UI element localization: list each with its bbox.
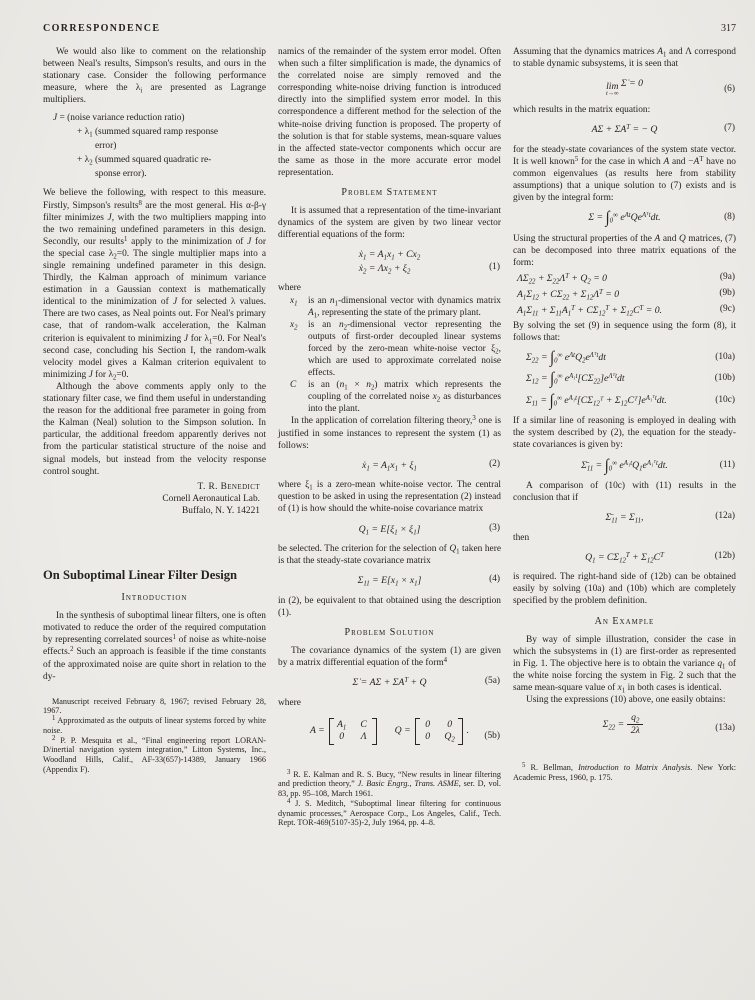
- definition-line: sponse error).: [95, 168, 147, 179]
- definition-term: C: [290, 380, 297, 391]
- equation: [278, 574, 501, 588]
- equation-body: $Q_1 = E[\xi_1 \times \xi_1]$: [358, 523, 421, 536]
- footnote: $^3$ R. E. Kalman and R. S. Bucy, “New results in linear filtering and prediction theory,” J. Basic Engrg., Trans. ASME, ser. D, vol. 83, pp. 95–108, March 1961.: [278, 768, 501, 799]
- spacer: [43, 683, 266, 697]
- article-title: On Suboptimal Linear Filter Design: [43, 567, 238, 582]
- equation-number: (9c): [719, 303, 735, 314]
- equation-number: (5a): [484, 676, 500, 687]
- paragraph: It is assumed that a representation of the time-invariant dynamics of the system are given by two linear vector differential equations of the form:: [278, 206, 501, 241]
- paragraph: By solving the set (9) in sequence using the form (8), it follows that:: [513, 320, 736, 343]
- equation-number: (12a): [715, 511, 735, 522]
- equation: [513, 511, 736, 525]
- section-heading: An Example: [594, 615, 655, 627]
- equation-body: $Q_1 = C\Sigma_{12}^T + \Sigma_{12}C^T$: [585, 551, 664, 565]
- equation-number: (1): [489, 261, 500, 272]
- paragraph: Using the structural properties of the A and Q matrices, (7) can be decomposed into three matrix equations of the form:: [513, 233, 736, 268]
- paragraph: If a similar line of reasoning is employed in dealing with the system described by (2), the equation for the steady-state covariances is given by:: [513, 416, 736, 451]
- equation-number: (4): [489, 574, 500, 585]
- definition-item: [278, 295, 501, 319]
- equation: [513, 348, 736, 367]
- equation-number: (5b): [484, 730, 500, 741]
- equation-body: $A_1\Sigma_{12} + C\Sigma_{22} + \Sigma_{12}\Lambda^T = 0$: [517, 288, 620, 301]
- equation: [513, 456, 736, 475]
- definition-text: is an $n_2$-dimensional vector representing the outputs of first-order decoupled linear systems forced by the zero-mean white-noise vector $\xi_2$, which are used to approximate correlated noise effects.: [308, 319, 501, 379]
- definition-line: error): [95, 141, 117, 152]
- section-heading: Problem Solution: [344, 626, 435, 638]
- equation-number: (13a): [715, 722, 735, 733]
- matrix-definition: A = $A_1$ C 0 Λ: [310, 718, 377, 745]
- equation: [513, 77, 736, 97]
- equation-body: $\Sigmā_{11} = \Sigma_{11}$,: [605, 512, 644, 525]
- paragraph: in (2), be equivalent to that obtained using the description (1).: [278, 595, 501, 618]
- equation: [513, 211, 736, 226]
- section-heading: Problem Statement: [341, 187, 438, 199]
- equation-number: (8): [724, 212, 735, 223]
- column-middle: [278, 46, 501, 828]
- display-definition: [53, 112, 266, 181]
- paragraph: We would also like to comment on the relationship between Neal's results, Simpson's results, and ours in the stationary case. Consider the following performance measure, where the $\lambda_i$ are presented as Lagrange multipliers.: [43, 47, 266, 106]
- footnote: Manuscript received February 8, 1967; revised February 28, 1967.: [43, 696, 266, 716]
- paragraph: where: [278, 283, 301, 294]
- definition-item: [278, 319, 501, 379]
- equation-number: (12b): [714, 550, 735, 561]
- footnote: $^4$ J. S. Meditch, “Suboptimal linear filtering for continuous dynamic processes,” Aerospace Corp., Los Angeles, Calif., Tech. Rept. TOR-469(5107-35)-2, July 1964, pp. 4–8.: [278, 797, 501, 828]
- paragraph: By way of simple illustration, consider the case in which the subsystems in (1) are first-order as represented in Fig. 1. The objective here is to obtain the variance $q_1$ of the white noise forcing the system in Fig. 2 such that the same mean-square value of $x_1$ in both cases is identical.: [513, 634, 736, 695]
- equation-number: (3): [489, 522, 500, 533]
- equation-body: $\Sigma_{11} = E[x_1 \times x_1]$: [357, 575, 422, 588]
- paragraph: The covariance dynamics of the system (1) are given by a matrix differential equation of the form$^4$: [278, 645, 501, 669]
- paragraph: Assuming that the dynamics matrices $A_1$ and Λ correspond to stable dynamic subsystems, it is seen that: [513, 47, 736, 70]
- equation-body: ẋ$_1$ = $A_1x_1 + Cx_2$ ẋ$_2$ = $\Lambda x_2 + \xi_2$: [358, 249, 421, 276]
- paragraph: In the synthesis of suboptimal linear filters, one is often motivated to reduce the order of the required computation by representing correlated sources$^1$ of noise as white-noise effects.$^2$ Such an approach is feasible if the time constants of the approximated noise are quite short in relation to the dy-: [43, 611, 266, 682]
- paragraph: namics of the remainder of the system error model. Often when such a filter simplification is made, the dynamics of the correlated noise are simply removed and the corresponding white-noise driving function is introduced directly into the simplified system error model. In this correspondence a different method for the selection of the white-noise driving function is proposed. The property of the solution is that for stable systems, mean-square values in the affected state-vector components which occur are the same as those in the more accurate error model representation.: [278, 47, 501, 178]
- equation-number: (10b): [714, 373, 735, 384]
- paragraph: Although the above comments apply only to the stationary filter case, we find them useful in understanding the reason for the additional free parameter in going from the Kalman (Neal) solution to the Simpson solution. In particular, the additional freedom apparently derives not from the particular statistical structure of the noise and signal models, but instead from the velocity response control sought.: [43, 381, 266, 477]
- paragraph: where: [278, 697, 301, 708]
- equation-number: (2): [489, 458, 500, 469]
- footnote: $^2$ P. P. Mesquita et al., “Final engineering report LORAN-D/inertial navigation system integration,” Litton Systems, Inc., Woodland Hills, Calif., AF-33(657)-14389, January 1966 (Appendix F).: [43, 734, 266, 774]
- paragraph: which results in the matrix equation:: [513, 105, 651, 116]
- definition-line: J = (noise variance reduction ratio): [53, 113, 185, 124]
- equation-body: $A\Sigma + \Sigma A^T$ = − Q: [591, 124, 658, 136]
- equation-body: $\Sigma_{12} = \int_0^\infty$ $e^{A_1t}[C\Sigma_{22}]e^{\Lambda ᵀt}dt$: [526, 370, 625, 389]
- definition-text: is an $(n_1 \times n_2)$ matrix which represents the coupling of the correlated noise $x_2$ as disturbances into the plant.: [308, 380, 501, 415]
- equation: [513, 272, 736, 286]
- footnote: $^5$ R. Bellman, Introduction to Matrix Analysis. New York: Academic Press, 1960, p. 175.: [513, 762, 737, 782]
- paragraph: then: [513, 532, 530, 543]
- matrix-definition: Q = 0 0 0 $Q_2$ .: [394, 718, 470, 744]
- equation-body: lim t→∞ Σ̇ = 0: [606, 78, 643, 98]
- equation-number: (10a): [715, 351, 735, 362]
- equation-body: Σ̇ = $A\Sigma + \Sigma A^T + Q$: [352, 676, 427, 689]
- definition-term: $x_2$: [290, 319, 298, 332]
- equation-number: (9b): [719, 287, 735, 298]
- paragraph: We believe the following, with respect to this measure. Firstly, Simpson's results$^8$ are the most general. His α-β-γ filter minimizes J, with the two multipliers mapping into the two remaining undefined parameters in this design. Secondly, our results$^1$ apply to the minimization of J for the special case $\lambda_2=0$. The single multiplier maps into a single remaining undefined parameter in this design. Thirdly, the Kalman approach of minimum variance estimation in a Gaussian context is mathematically identical to the minimization of J for selected λ values. There are two cases, as Neal points out. For Neal's primary case, that of random-walk acceleration, the Kalman criterion is equivalent to minimizing J for $\lambda_1=0$. For Neal's second case, concluding his Section I, the random-walk velocity model gives a Kalman criterion equivalent to minimizing J for $\lambda_2=0$.: [43, 188, 267, 382]
- equation: [278, 248, 501, 275]
- column-left: [43, 46, 266, 828]
- spacer: [278, 754, 501, 770]
- equation-body: ẋ$_1$ = $A_1x_1 + \xi_1$: [362, 459, 417, 473]
- definition-term: $x_1$: [290, 295, 298, 307]
- equation-number: (10c): [715, 394, 735, 405]
- definition-line: + $\lambda_2$ (summed squared quadratic re-: [77, 154, 212, 167]
- paragraph: be selected. The criterion for the selection of $Q_1$ taken here is that the steady-state covariance matrix: [278, 544, 501, 567]
- paragraph: Using the expressions (10) above, one easily obtains:: [526, 695, 726, 706]
- paragraph: is required. The right-hand side of (12b) can be obtained easily by solving (10a) and (10b) which are completely specified by the problem definition.: [513, 572, 736, 607]
- paragraph: In the application of correlation filtering theory,$^3$ one is justified in some instances to represent the system (1) as follows:: [278, 415, 501, 451]
- page-number: 317: [721, 23, 736, 34]
- equation-body: $\Sigma_{22}$ = $\frac{q_2}{2\lambda}$: [603, 719, 647, 730]
- equation: [513, 713, 736, 736]
- equation: [278, 676, 501, 690]
- running-head: CORRESPONDENCE: [43, 23, 161, 34]
- equation: [513, 304, 736, 318]
- equation-number: (6): [724, 83, 735, 94]
- definition-line: + $\lambda_1$ (summed squared ramp response: [77, 127, 219, 139]
- signature-block: [43, 481, 266, 518]
- equation: [513, 551, 736, 565]
- definition-item: [278, 379, 501, 415]
- equation-body: $\Sigma = \int_0^\infty$ $e^{At}Qe^{Aᵀt}dt$.: [588, 209, 661, 228]
- paragraph: for the steady-state covariances of the system state vector. It is well known$^5$ for the case in which A and $-A^T$ have no common eigenvalues (as results here from stability assumptions) that a unique solution to (7) exists and is given by the integral form:: [513, 144, 736, 204]
- equation-body: $A_1\Sigma_{11} + \Sigma_{11}A_1^T + C\Sigma_{12}^T + \Sigma_{12}C^T = 0$.: [517, 304, 662, 317]
- equation-body: $\Sigmā_{11} = \int_0^\infty$ $e^{A_1t}Q_1e^{A_1ᵀt}dt$.: [581, 456, 668, 475]
- definition-text: is an $n_1$-dimensional vector with dynamics matrix $A_1$, representing the state of the primary plant.: [308, 295, 501, 319]
- equation-number: (7): [724, 123, 735, 134]
- equation-body: $\Lambda\Sigma_{22} + \Sigma_{22}\Lambda^T + Q_2 = 0$: [517, 272, 608, 285]
- spacer: [513, 743, 736, 763]
- equation: [513, 391, 736, 410]
- section-heading: Introduction: [121, 592, 188, 604]
- equation-body: $\Sigma_{11} = \int_0^\infty$ $e^{A_1t}[C\Sigma_{12}ᵀ$ + $\Sigma_{12}Cᵀ]e^{A_1ᵀt}dt$.: [526, 391, 667, 410]
- equation-number: (11): [719, 459, 735, 470]
- spacer: [43, 520, 266, 568]
- signature-line: Buffalo, N. Y. 14221: [182, 506, 260, 517]
- equation: [278, 523, 501, 537]
- column-layout: [43, 46, 736, 828]
- page-header: [43, 23, 736, 34]
- matrix-equation: [278, 718, 501, 745]
- equation-body: $\Sigma_{22} = \int_0^\infty$ $e^{\Lambda t}Q_2e^{\Lambda ᵀt}dt$: [526, 348, 606, 367]
- equation: [513, 372, 736, 387]
- equation: [513, 123, 736, 137]
- signature-line: T. R. Benedict: [197, 481, 260, 492]
- signature-line: Cornell Aeronautical Lab.: [162, 494, 260, 504]
- equation-number: (9a): [719, 271, 735, 282]
- paragraph: A comparison of (10c) with (11) results in the conclusion that if: [513, 481, 736, 504]
- footnote: $^1$ Approximated as the outputs of linear systems forced by white noise.: [43, 714, 266, 735]
- column-right: [513, 46, 736, 828]
- paragraph: where $\xi_1$ is a zero-mean white-noise vector. The central question to be asked in using the representation (2) instead of (1) is how should the white-noise covariance matrix: [278, 480, 501, 515]
- equation: [278, 459, 501, 473]
- equation: [513, 288, 736, 302]
